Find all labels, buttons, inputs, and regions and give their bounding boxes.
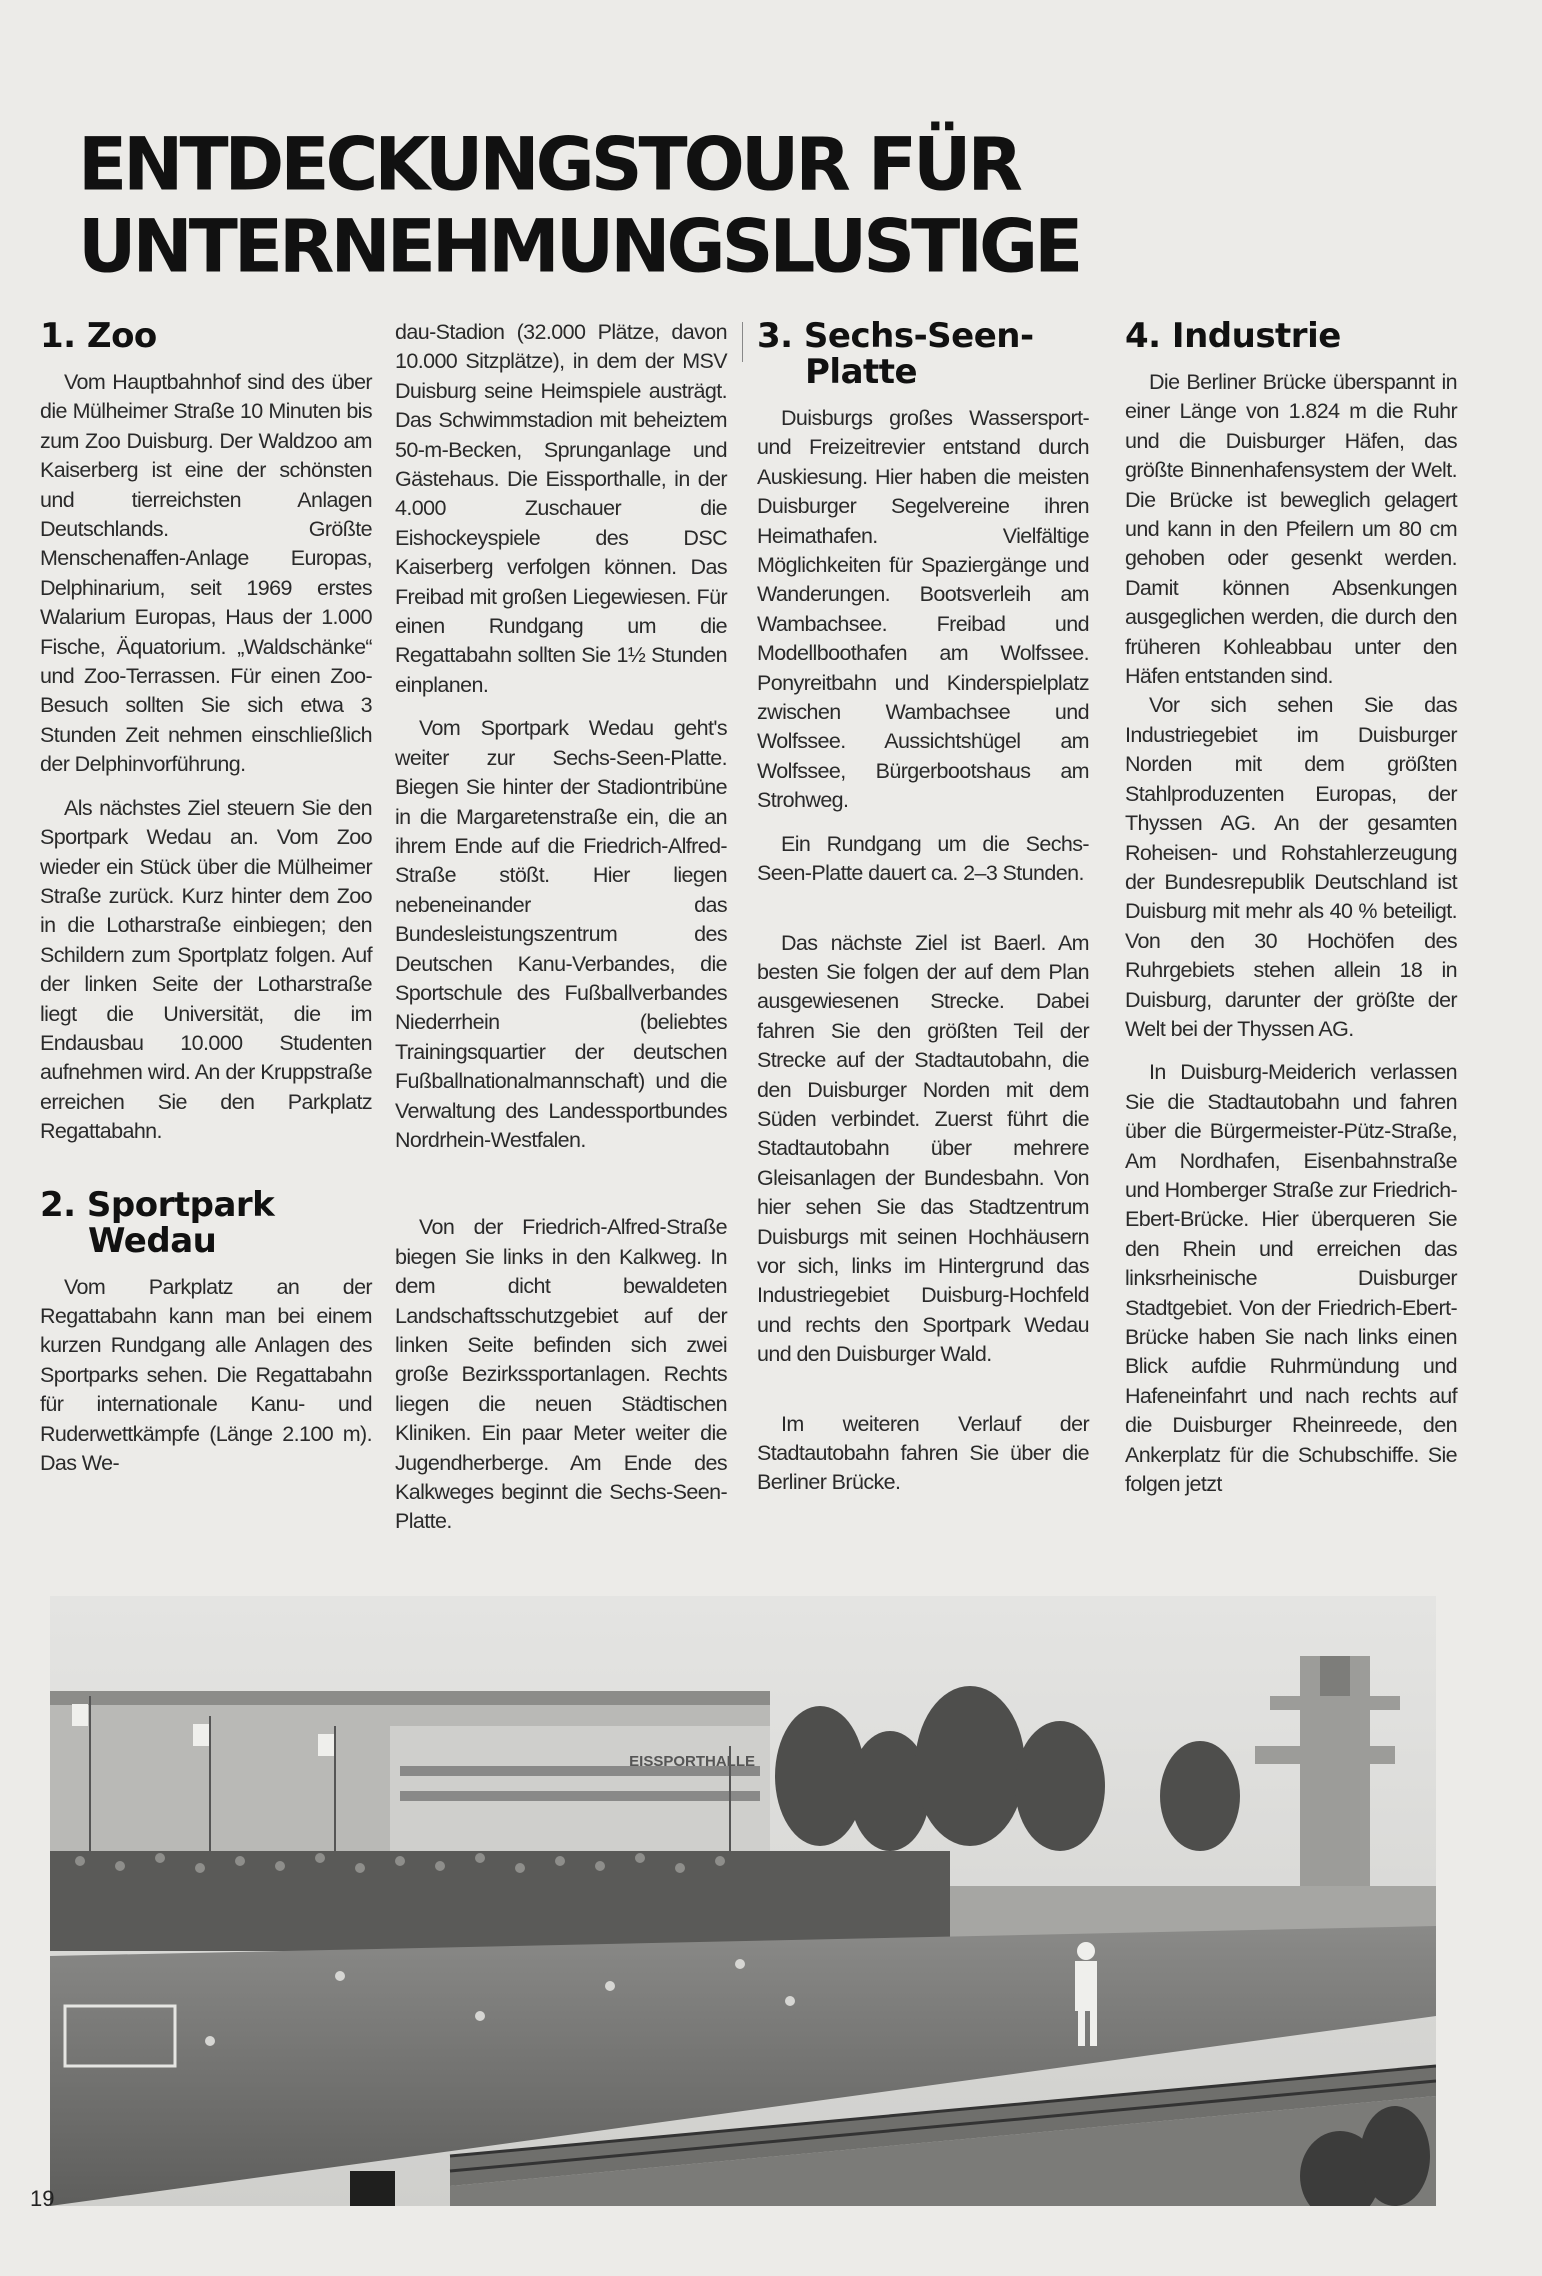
section-title: Industrie <box>1171 316 1341 356</box>
section-heading-zoo <box>40 318 372 354</box>
section-number: 3. <box>757 316 793 356</box>
section-title-line-2: Platte <box>805 352 918 392</box>
paragraph: Vom Sportpark Wedau geht's weiter zur Sechs-Seen-Platte. Biegen Sie hinter der Stadiontribüne in die Margaretenstraße ein, die an ihrem Ende auf die Friedrich-Alfred-Straße stößt. Hier liegen nebeneinander das Bundesleistungszentrum des Deutschen Kanu-Verbandes, die Sportschule des Fußballverbandes Niederrhein (beliebtes Trainingsquartier der deutschen Fußballnationalmannschaft) und die Verwaltung des Landessportbundes Nordrhein-Westfalen. <box>395 716 727 1152</box>
page-title-line-2: UNTERNEHMUNGSLUSTIGE <box>78 202 1080 289</box>
section-number: 2. <box>40 1184 76 1225</box>
column-2 <box>395 318 727 1537</box>
paragraph: In Duisburg-Meiderich verlassen Sie die Stadtautobahn und fahren über die Bürgermeister-Pütz-Straße, Am Nordhafen, Eisenbahnstraße und Homberger Straße zur Friedrich-Ebert-Brücke. Hier überqueren Sie den Rhein und erreichen das linksrheinische Duisburger Stadtgebiet. Von der Friedrich-Ebert-Brücke haben Sie nach links einen Blick aufdie Ruhrmündung und Hafeneinfahrt und nach rechts auf die Duisburger Rheinreede, den Ankerplatz für die Schubschiffe. Sie folgen jetzt <box>1125 1060 1457 1497</box>
paragraph: Im weiteren Verlauf der Stadtautobahn fahren Sie über die Berliner Brücke. <box>757 1411 1089 1495</box>
section-heading-sportpark <box>40 1184 372 1261</box>
photo-swimming-stadium <box>50 1596 1436 2206</box>
paragraph: Von der Friedrich-Alfred-Straße biegen Sie links in den Kalkweg. In dem dicht bewaldeten Landschaftsschutzgebiet auf der linken Seite befinden sich zwei große Bezirkssportanlagen. Rechts liegen die neuen Städtischen Kliniken. Ein paar Meter weiter die Jugendherberge. Am Ende des Kalkweges beginnt die Sechs-Seen-Platte. <box>395 1215 727 1534</box>
section-title-line-1: Sechs-Seen- <box>803 316 1034 356</box>
paragraph: Vom Parkplatz an der Regattabahn kann man bei einem kurzen Rundgang alle Anlagen des Sportparks sehen. Die Regattabahn für internationale Kanu- und Ruderwettkämpfe (Länge 2.100 m). Das We- <box>40 1274 372 1475</box>
paragraph: dau-Stadion (32.000 Plätze, davon 10.000 Sitzplätze), in dem der MSV Duisburg seine Heimspiele austrägt. Das Schwimmstadion mit beheiztem 50-m-Becken, Sprunganlage und Gästehaus. Die Eissporthalle, in der 4.000 Zuschauer die Eishockeyspiele des DSC Kaiserberg verfolgen können. Das Freibad mit großen Liegewiesen. Für einen Rundgang um die Regattabahn sollten Sie 1½ Stunden einplanen. <box>395 320 727 697</box>
page-title <box>78 121 1178 289</box>
page-title-line-1: ENTDECKUNGSTOUR FÜR <box>78 121 1019 208</box>
paragraph: Ein Rundgang um die Sechs-Seen-Platte dauert ca. 2–3 Stunden. <box>757 831 1089 886</box>
section-heading-industrie <box>1125 318 1457 354</box>
paragraph: Vor sich sehen Sie das Industriegebiet im Duisburger Norden mit dem größten Stahlproduzenten Europas, der Thyssen AG. An der gesamten Roheisen- und Rohstahlerzeugung der Bundesrepublik Deutschland ist Duisburg mit mehr als 40 % beteiligt. Von den 30 Hochöfen des Ruhrgebiets stehen allein 18 in Duisburg, darunter der größte der Welt bei der Thyssen AG. <box>1125 693 1457 1041</box>
column-1 <box>40 318 372 1478</box>
column-divider <box>742 322 743 362</box>
column-4 <box>1125 318 1457 1499</box>
column-3 <box>757 318 1089 1498</box>
page-number: 19 <box>30 2186 55 2211</box>
paragraph: Duisburgs großes Wassersport- und Freizeitrevier entstand durch Auskiesung. Hier haben die meisten Duisburger Segelvereine ihren Heimathafen. Vielfältige Möglichkeiten für Spaziergänge und Wanderungen. Bootsverleih am Wambachsee. Freibad und Modellboothafen am Wolfssee. Ponyreitbahn und Kinderspielplatz zwischen Wambachsee und Wolfssee. Aussichtshügel am Wolfssee, Bürgerbootshaus am Strohweg. <box>757 406 1089 813</box>
building-sign: EISSPORTHALLE <box>629 1753 755 1770</box>
section-title: Zoo <box>86 316 157 356</box>
section-number: 4. <box>1125 316 1161 356</box>
section-number: 1. <box>40 316 76 356</box>
photo-illustration <box>50 1596 1436 2206</box>
section-heading-sechs-seen-platte <box>757 318 1089 390</box>
paragraph: Die Berliner Brücke überspannt in einer Länge von 1.824 m die Ruhr und die Duisburger Häfen, das größte Binnenhafensystem der Welt. Die Brücke ist beweglich gelagert und kann in den Pfeilern um 80 cm gehoben oder gesenkt werden. Damit können Absenkungen ausgeglichen werden, die durch den früheren Kohleabbau unter den Häfen entstanden sind. <box>1125 370 1457 689</box>
paragraph: Vom Hauptbahnhof sind des über die Mülheimer Straße 10 Minuten bis zum Zoo Duisburg. Der Waldzoo am Kaiserberg ist eine der schönsten und tierreichsten Anlagen Deutschlands. Größte Menschenaffen-Anlage Europas, Delphinarium, seit 1969 erstes Walarium Europas, Haus der 1.000 Fische, Äquatorium. „Waldschänke“ und Zoo-Terrassen. Für einen Zoo-Besuch sollten Sie sich etwa 3 Stunden Zeit nehmen einschließlich der Delphinvorführung. <box>40 370 372 777</box>
paragraph: Als nächstes Ziel steuern Sie den Sportpark Wedau an. Vom Zoo wieder ein Stück über die Mülheimer Straße zurück. Kurz hinter dem Zoo in die Lotharstraße einbiegen; den Schildern zum Sportplatz folgen. Auf der linken Seite der Lotharstraße liegt die Universität, die im Endausbau 10.000 Studenten aufnehmen wird. An der Kruppstraße erreichen Sie den Parkplatz Regattabahn. <box>40 795 372 1144</box>
section-title-line-1: Sportpark <box>86 1184 275 1225</box>
section-title-line-2: Wedau <box>88 1220 217 1261</box>
paragraph: Das nächste Ziel ist Baerl. Am besten Sie folgen der auf dem Plan ausgewiesenen Strecke. Dabei fahren Sie den größten Teil der Strecke auf der Stadtautobahn, die den Duisburger Norden mit dem Süden verbindet. Zuerst führt die Stadtautobahn über mehrere Gleisanlagen der Bundesbahn. Von hier sehen Sie das Stadtzentrum Duisburgs mit seinen Hochhäusern vor sich, links im Hintergrund das Industriegebiet Duisburg-Hochfeld und rechts den Sportpark Wedau und den Duisburger Wald. <box>757 930 1089 1367</box>
spectator-crowd <box>50 1851 950 1951</box>
